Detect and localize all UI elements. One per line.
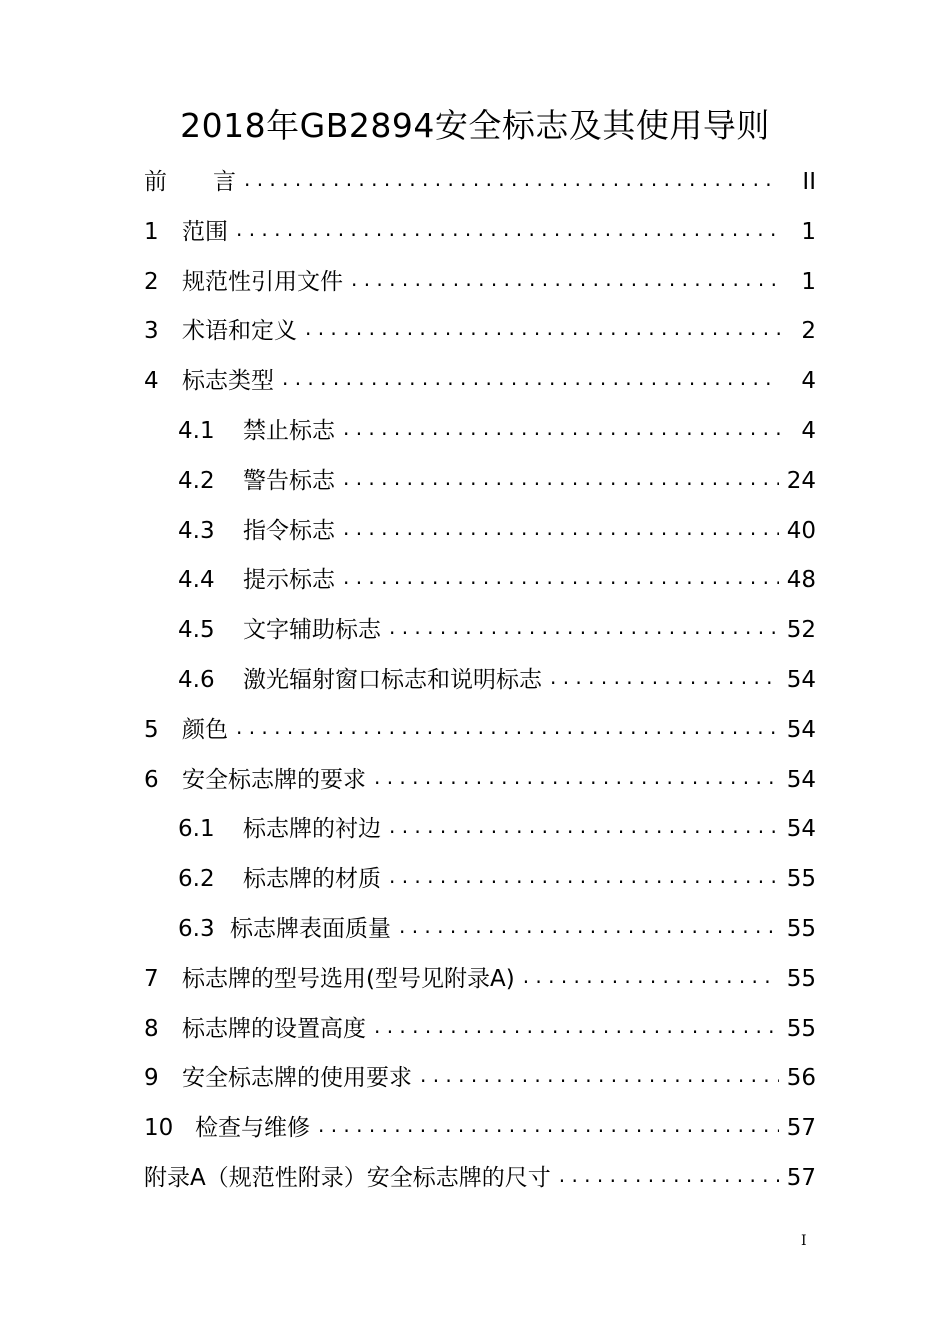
toc-entry-number: 6 <box>144 766 159 793</box>
toc-entry-page: 4 <box>801 417 816 444</box>
toc-entry-label: 指令标志 <box>243 517 335 544</box>
toc-entry-label: 警告标志 <box>243 467 335 494</box>
toc-leader-dots <box>282 354 780 404</box>
toc-entry-page: 54 <box>786 666 816 693</box>
toc-entry-4-3[interactable] <box>144 507 816 557</box>
toc-entry-label: 术语和定义 <box>182 318 297 345</box>
toc-entry-label: 附录A（规范性附录）安全标志牌的尺寸 <box>144 1164 551 1191</box>
toc-entry-number: 4.5 <box>178 617 215 644</box>
toc-entry-page: 55 <box>786 965 816 992</box>
toc-entry-number: 6.3 <box>178 915 215 942</box>
toc-entry-label: 禁止标志 <box>243 417 335 444</box>
toc-entry-10[interactable] <box>144 1104 816 1154</box>
toc-entry-number: 4.1 <box>178 417 215 444</box>
toc-entry-9[interactable] <box>144 1054 816 1104</box>
toc-entry-6[interactable] <box>144 756 816 806</box>
toc-entry-number: 6.1 <box>178 816 215 843</box>
toc-leader-dots <box>550 653 779 703</box>
toc-entry-label: 标志牌的设置高度 <box>182 1015 366 1042</box>
table-of-contents <box>144 158 816 1204</box>
toc-entry-page: 24 <box>786 467 816 494</box>
toc-entry-label: 文字辅助标志 <box>243 617 381 644</box>
toc-entry-appendix-a[interactable] <box>144 1154 816 1204</box>
toc-entry-4-5[interactable] <box>144 606 816 656</box>
toc-entry-4[interactable] <box>144 357 816 407</box>
toc-entry-page: 55 <box>786 866 816 893</box>
toc-entry-page: 54 <box>786 766 816 793</box>
toc-entry-label: 安全标志牌的要求 <box>182 766 366 793</box>
toc-entry-number: 6.2 <box>178 866 215 893</box>
page-title: 2018年GB2894安全标志及其使用导则 <box>180 106 770 145</box>
toc-entry-number: 8 <box>144 1015 159 1042</box>
toc-entry-3[interactable] <box>144 307 816 357</box>
toc-leader-dots <box>343 553 779 603</box>
toc-entry-number: 7 <box>144 965 159 992</box>
toc-entry-5[interactable] <box>144 706 816 756</box>
toc-entry-6-1[interactable] <box>144 805 816 855</box>
toc-entry-label: 标志牌表面质量 <box>230 915 391 942</box>
toc-entry-number: 4.2 <box>178 467 215 494</box>
toc-entry-number: 9 <box>144 1065 159 1092</box>
toc-leader-dots <box>343 454 779 504</box>
toc-entry-label: 前 言 <box>144 169 236 195</box>
toc-entry-page: II <box>802 169 816 195</box>
toc-entry-number: 10 <box>144 1115 174 1142</box>
toc-entry-preface[interactable] <box>144 158 816 208</box>
toc-entry-page: 40 <box>786 517 816 544</box>
toc-leader-dots <box>343 404 780 454</box>
toc-entry-page: 57 <box>786 1164 816 1191</box>
toc-leader-dots <box>236 703 779 753</box>
toc-entry-6-2[interactable] <box>144 855 816 905</box>
toc-leader-dots <box>559 1151 779 1201</box>
toc-entry-label: 标志牌的材质 <box>243 866 381 893</box>
toc-leader-dots <box>374 753 779 803</box>
toc-entry-number: 2 <box>144 268 159 295</box>
toc-entry-number: 1 <box>144 218 159 245</box>
toc-entry-page: 57 <box>786 1115 816 1142</box>
toc-entry-8[interactable] <box>144 1005 816 1055</box>
toc-entry-label: 激光辐射窗口标志和说明标志 <box>243 666 542 693</box>
toc-entry-label: 标志类型 <box>182 368 274 395</box>
toc-entry-page: 2 <box>801 318 816 345</box>
toc-entry-number: 4 <box>144 368 159 395</box>
toc-entry-label: 标志牌的型号选用(型号见附录A) <box>182 965 515 992</box>
toc-entry-4-2[interactable] <box>144 457 816 507</box>
toc-entry-page: 54 <box>786 816 816 843</box>
toc-entry-page: 48 <box>786 567 816 594</box>
toc-entry-number: 5 <box>144 716 159 743</box>
toc-entry-number: 3 <box>144 318 159 345</box>
toc-entry-page: 1 <box>801 268 816 295</box>
toc-entry-label: 标志牌的衬边 <box>243 816 381 843</box>
toc-leader-dots <box>389 603 779 653</box>
toc-leader-dots <box>318 1101 779 1151</box>
toc-leader-dots <box>244 155 780 205</box>
toc-entry-number: 4.4 <box>178 567 215 594</box>
toc-entry-label: 规范性引用文件 <box>182 268 343 295</box>
toc-entry-label: 范围 <box>182 218 228 245</box>
toc-entry-4-6[interactable] <box>144 656 816 706</box>
toc-leader-dots <box>389 852 779 902</box>
toc-leader-dots <box>523 952 779 1002</box>
toc-entry-label: 颜色 <box>182 716 228 743</box>
toc-leader-dots <box>305 304 780 354</box>
toc-entry-label: 检查与维修 <box>195 1115 310 1142</box>
toc-entry-6-3[interactable] <box>144 905 816 955</box>
toc-leader-dots <box>343 504 779 554</box>
toc-entry-page: 56 <box>786 1065 816 1092</box>
toc-entry-page: 1 <box>801 218 816 245</box>
toc-leader-dots <box>389 802 779 852</box>
toc-entry-4-4[interactable] <box>144 556 816 606</box>
toc-leader-dots <box>399 902 779 952</box>
toc-leader-dots <box>351 255 780 305</box>
toc-entry-page: 4 <box>801 368 816 395</box>
toc-entry-label: 安全标志牌的使用要求 <box>182 1065 412 1092</box>
toc-leader-dots <box>420 1051 779 1101</box>
toc-entry-page: 54 <box>786 716 816 743</box>
toc-entry-1[interactable] <box>144 208 816 258</box>
toc-entry-page: 55 <box>786 1015 816 1042</box>
toc-entry-number: 4.6 <box>178 666 215 693</box>
toc-leader-dots <box>236 205 780 255</box>
page-number: I <box>801 1233 807 1249</box>
toc-entry-4-1[interactable] <box>144 407 816 457</box>
toc-entry-2[interactable] <box>144 258 816 308</box>
toc-entry-page: 52 <box>786 617 816 644</box>
toc-entry-number: 4.3 <box>178 517 215 544</box>
toc-entry-label: 提示标志 <box>243 567 335 594</box>
toc-entry-7[interactable] <box>144 955 816 1005</box>
toc-entry-page: 55 <box>786 915 816 942</box>
toc-leader-dots <box>374 1002 779 1052</box>
